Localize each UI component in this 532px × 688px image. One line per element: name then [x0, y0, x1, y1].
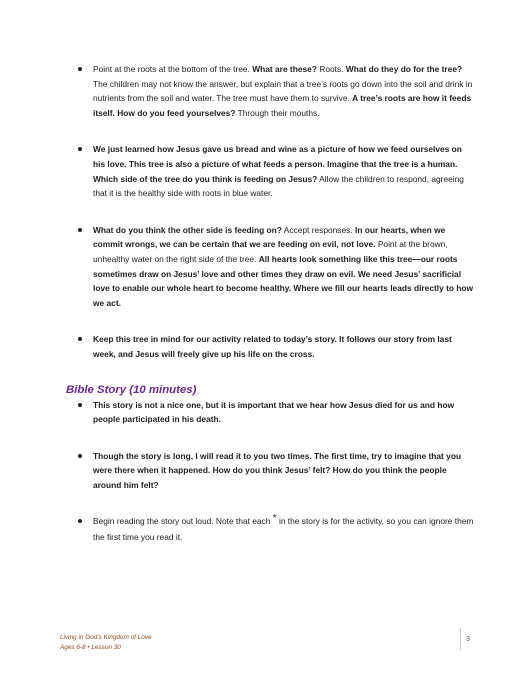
bold-text: What do they do for the tree?: [345, 64, 463, 74]
bold-text: We just learned how Jesus gave us bread and wine as a picture of how we feed ourselves on his love. This tree is also a picture of what feeds a person. Imagine that the tree is a human. Which side of the tree do you think is feeding on Jesus?: [93, 144, 462, 184]
bold-text: A tree’s roots are how it feeds itself. How do you feed yourselves?: [93, 93, 472, 118]
page-number: 3: [466, 636, 470, 643]
bullet-dot-icon: [78, 337, 82, 341]
bullet-item: [78, 142, 474, 200]
bullet-dot-icon: [78, 454, 82, 458]
body-text: Allow the children to respond, agreeing that it is the healthy side with roots in blue water.: [93, 173, 464, 199]
bold-text: Though the story is long, I will read it to you two times. The first time, try to imagine that you were there when it happened. How do you think Jesus’ felt? How do you think the people around him felt?: [93, 450, 462, 490]
body-text: Point at the roots at the bottom of the tree.: [93, 64, 253, 74]
page-content: [66, 62, 474, 567]
body-text: Roots.: [316, 64, 346, 74]
bullet-item: [78, 514, 474, 544]
bullet-dot-icon: [78, 228, 82, 232]
bullet-item: [78, 62, 474, 120]
bullet-dot-icon: [78, 147, 82, 151]
bold-text: Keep this tree in mind for our activity related to today’s story. It follows our story from last week, and Jesus will freely give up his life on the cross.: [93, 334, 452, 359]
section-heading-bible-story: Bible Story (10 minutes): [66, 383, 197, 396]
footer-course-title: Living in God’s Kingdom of Love: [60, 634, 152, 641]
bullet-item: [78, 398, 474, 427]
bullet-item: [78, 223, 474, 311]
bullet-item: [78, 449, 474, 493]
bold-text: All hearts look something like this tree—our roots sometimes draw on Jesus’ love and other times they draw on evil. We need Jesus’ sacrificial love to enable our whole heart to become healthy. Where we fill our hearts leads directly to how we act.: [93, 253, 474, 308]
footer-course-info: [60, 633, 152, 653]
bible-story-bullet-list: [78, 398, 474, 545]
bold-text: What do you think the other side is feeding on?: [93, 224, 282, 235]
body-text: *: [272, 513, 277, 525]
bold-text: What are these?: [252, 64, 317, 74]
body-text: The children may not know the answer, but explain that a tree’s roots go down into the soil and drink in nutrients from the soil and water. The tree must have them to survive.: [93, 78, 473, 104]
footer-lesson-info: Ages 6-8 • Lesson 30: [60, 644, 121, 651]
bold-text: In our hearts, when we commit wrongs, we can be certain that we are feeding on evil, not love.: [93, 224, 446, 250]
body-text: Point at the brown, unhealthy water on the right side of the tree.: [93, 239, 448, 264]
bullet-dot-icon: [78, 403, 82, 407]
body-text: Accept responses.: [281, 224, 355, 235]
bullet-item: [78, 332, 474, 361]
activity-bullet-list: [78, 62, 474, 362]
bullet-dot-icon: [78, 519, 82, 523]
bold-text: This story is not a nice one, but it is important that we hear how Jesus died for us and how people participated in his death.: [93, 399, 455, 425]
body-text: Begin reading the story out loud. Note that each: [93, 516, 273, 527]
bullet-dot-icon: [78, 67, 82, 71]
body-text: Through their mouths.: [235, 107, 320, 118]
footer-divider: [460, 628, 461, 650]
body-text: in the story is for the activity, so you can ignore them the first time you read it.: [93, 516, 474, 543]
